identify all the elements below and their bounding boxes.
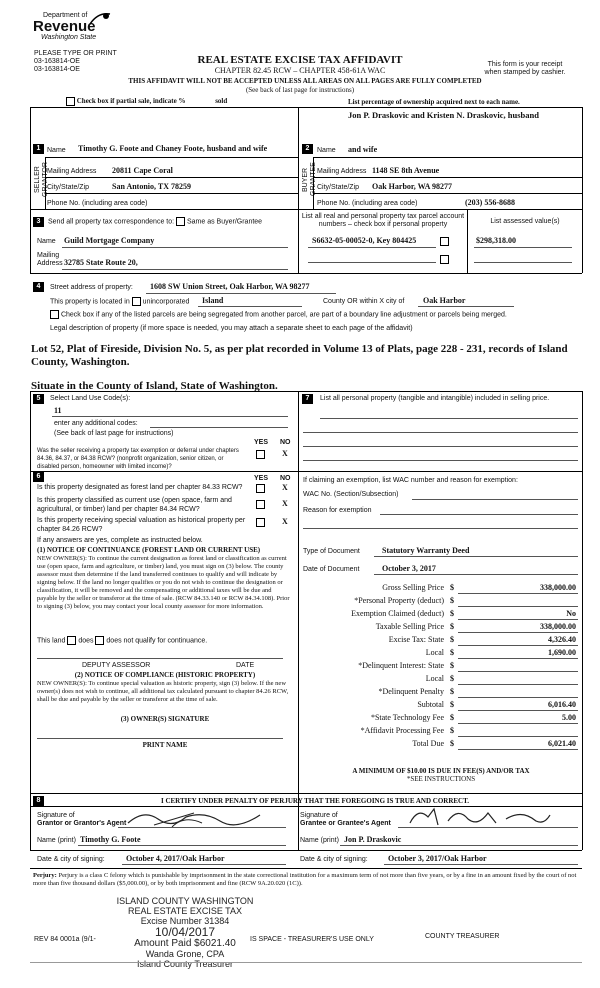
grantor-name-label: Name (print) — [37, 837, 76, 844]
seller-phone-label: Phone No. (including area code) — [47, 200, 148, 207]
does-not-label: does not qualify for continuance. — [106, 637, 208, 645]
buyer-mailing-label: Mailing Address — [317, 168, 367, 175]
unincorporated-label: unincorporated — [142, 298, 190, 306]
q-historic: Is this property receiving special valuation as historical property per chapter 84.26 RCW? — [37, 517, 246, 533]
seller-city-label: City/State/Zip — [47, 184, 90, 191]
tax-row-value: 338,000.00 — [540, 583, 576, 592]
tax-row-label: Subtotal — [417, 700, 444, 709]
notice-2-body: NEW OWNER(S): To continue special valuation as historic property, sign (3) below. If the new owner(s) does not wish to continue, all additional tax calculated pursuant to chapter 84.26 RCW, shall be due and payable by the seller or transferor at the time of sale. — [37, 680, 289, 703]
tax-row-dollar: $ — [450, 661, 454, 670]
tax-row-dollar: $ — [450, 726, 454, 735]
perjury-label: Perjury: — [33, 872, 57, 879]
partial-sale-row — [66, 97, 227, 106]
legal-description: Lot 52, Plat of Fireside, Division No. 5, as per plat recorded in Volume 13 of Plats, page 228 - 231, records of Island County, Washington. — [31, 343, 568, 368]
this-land-row — [37, 636, 207, 645]
stamp-line-5: Amount Paid $6021.40 — [134, 938, 236, 949]
doc-date: October 3, 2017 — [382, 564, 436, 573]
s5-yes: YES — [254, 439, 269, 446]
stamp-line-2: REAL ESTATE EXCISE TAX — [127, 906, 243, 916]
perjury-text: Perjury is a class C felony which is punishable by imprisonment in the state correctional institution for a maximum term of not more than five years, or by a fine in an amount fixed by the court of not more than five thousand dollars ($5,000.00), or by both imprisonment and fine (RCW 9A.20.020 (1C)). — [33, 872, 577, 887]
buyer-phone-label: Phone No. (including area code) — [317, 200, 418, 207]
segregated-row — [50, 310, 580, 319]
parcel-2-checkbox[interactable] — [440, 255, 449, 264]
section-5-badge: 5 — [33, 394, 44, 404]
form-code-1: 03-163814-OE — [34, 58, 80, 65]
agency-dept: Department of — [43, 12, 88, 19]
minimum-fee-note: A MINIMUM OF $10.00 IS DUE IN FEE(S) AND/OR TAX — [352, 767, 530, 775]
exemption-question: Was the seller receiving a property tax exemption or deferral under chapters 84.36, 84.37, or 84.38 RCW? (nonprofit organization, senior citizen, or disabled person, homeowner with limited income)? — [37, 448, 239, 470]
tax-row-dollar: $ — [450, 700, 454, 709]
grantor-sig-label-1: Signature of — [37, 812, 75, 819]
land-use-code: 11 — [54, 406, 62, 415]
stamp-line-7: Island County Treasurer — [136, 959, 234, 969]
correspondence-label: Send all property tax correspondence to: — [48, 218, 175, 226]
county-label: County OR within X city of — [323, 298, 405, 305]
receipt-note-2: when stamped by cashier. — [484, 69, 566, 76]
buyer-city-label: City/State/Zip — [317, 184, 360, 191]
deputy-date: DATE — [236, 662, 255, 669]
seller-name: Timothy G. Foote and Chaney Foote, husband and wife — [78, 144, 268, 153]
exemption-claim-label: If claiming an exemption, list WAC number and reason for exemption: — [303, 477, 518, 484]
doc-type: Statutory Warranty Deed — [382, 546, 470, 555]
see-back: (See back of last page for instructions) — [245, 86, 355, 94]
partial-sale-sold: sold — [215, 97, 228, 106]
current-use-answer: X — [282, 499, 288, 508]
legal-label: Legal description of property (if more space is needed, you may attach a separate sheet to each page of the affidavit) — [50, 325, 413, 332]
same-as-buyer-label: Same as Buyer/Grantee — [186, 218, 263, 226]
correspondence-row — [48, 217, 262, 226]
situate-line: Situate in the County of Island, State of Washington. — [31, 380, 278, 392]
section-1-badge: 1 — [33, 144, 44, 154]
agency-revenue: Revenue — [33, 18, 96, 35]
county-treasurer: COUNTY TREASURER — [425, 933, 500, 940]
section-2-badge: 2 — [302, 144, 313, 154]
located-row — [50, 297, 189, 306]
buyer-name-line2: and wife — [348, 145, 378, 154]
buyer-city: Oak Harbor, WA 98277 — [372, 182, 453, 191]
any-yes-note: If any answers are yes, complete as instructed below. — [37, 537, 203, 544]
receipt-note-1: This form is your receipt — [487, 61, 563, 68]
tax-row-label: *Delinquent Interest: State — [358, 661, 444, 670]
historic-yes-box[interactable] — [256, 518, 265, 527]
seller-mailing: 20811 Cape Coral — [112, 166, 173, 175]
assessed-header: List assessed value(s) — [490, 218, 560, 225]
buyer-name-line1: Jon P. Draskovic and Kristen N. Draskovic, husband — [348, 110, 539, 120]
land-use-see-back: (See back of last page for instructions) — [54, 430, 174, 437]
corr-name-label: Name — [37, 238, 56, 245]
parcel-1: S6632-05-00052-0, Key 804425 — [312, 236, 417, 245]
tax-row-label: Taxable Selling Price — [375, 622, 444, 631]
s6-yes: YES — [254, 475, 269, 482]
tax-row-value: 6,021.40 — [548, 739, 576, 748]
does-not-checkbox[interactable] — [95, 636, 104, 645]
forest-yes-box[interactable] — [256, 484, 265, 493]
tax-row-label: *Delinquent Penalty — [378, 687, 444, 696]
segregated-label: Check box if any of the listed parcels are being segregated from another parcel, are part of a boundary line adjustment or parcels being merged. — [60, 311, 507, 319]
unincorporated-checkbox[interactable] — [132, 297, 141, 306]
grantee-signature — [404, 803, 554, 829]
tax-row-dollar: $ — [450, 648, 454, 657]
buyer-phone: (203) 556-8688 — [465, 198, 515, 207]
assessed-value-1: $298,318.00 — [476, 236, 516, 245]
see-instructions: *SEE INSTRUCTIONS — [406, 775, 476, 783]
tax-row-value: 1,690.00 — [548, 648, 576, 657]
forest-answer: X — [282, 483, 288, 492]
seller-name-label: Name — [47, 147, 66, 154]
tax-row-dollar: $ — [450, 635, 454, 644]
city-value: Oak Harbor — [423, 296, 466, 305]
grantor-date-label: Date & city of signing: — [37, 856, 105, 863]
tax-row-label: Excise Tax: State — [388, 635, 444, 644]
grantee-sig-label-2: Grantee or Grantee's Agent — [300, 820, 391, 827]
deputy-assessor: DEPUTY ASSESSOR — [82, 662, 151, 669]
tax-row-label: *State Technology Fee — [370, 713, 444, 722]
segregated-checkbox[interactable] — [50, 310, 59, 319]
partial-sale-label: Check box if partial sale, indicate % — [76, 97, 186, 106]
notice-1-body: NEW OWNER(S): To continue the current designation as forest land or classification as current use (open space, farm and agriculture, or timber) land, you must sign on (3) below. The county assessor must then determine if the land transferred continues to qualify and will indicate by signing below. If the land no longer qualifies or you do not wish to continue the designation or classification, it will be removed and the compensating or additional taxes will be due and payable by the seller or transferor at the time of sale. (RCW 84.33.140 or RCW 84.34.108). Prior to signing (3) below, you may contact your local county assessor for more information. — [37, 555, 290, 610]
grantee-date: October 3, 2017/Oak Harbor — [388, 854, 487, 863]
tax-row-dollar: $ — [450, 674, 454, 683]
section-7-badge: 7 — [302, 394, 313, 404]
section-4-badge: 4 — [33, 282, 44, 292]
tax-row-value: 4,326.40 — [548, 635, 576, 644]
tax-row-label: *Affidavit Processing Fee — [360, 726, 444, 735]
buyer-side-label: BUYER GRANTEE — [302, 162, 317, 197]
parcel-1-checkbox[interactable] — [440, 237, 449, 246]
seller-side-label: SELLER GRANTOR — [34, 162, 49, 197]
please-type: PLEASE TYPE OR PRINT — [34, 50, 117, 57]
street-address: 1608 SW Union Street, Oak Harbor, WA 98277 — [150, 282, 310, 291]
form-code-2: 03-163814-OE — [34, 66, 80, 73]
perjury-statement — [33, 872, 581, 888]
wac-label: WAC No. (Section/Subsection) — [303, 491, 399, 498]
tax-row-label: Total Due — [412, 739, 444, 748]
section-8-badge: 8 — [33, 796, 44, 806]
tax-row-label: Gross Selling Price — [382, 583, 444, 592]
s5-no: NO — [280, 439, 291, 446]
stamp-line-4: 10/04/2017 — [154, 925, 216, 939]
grantee-date-label: Date & city of signing: — [300, 856, 368, 863]
s6-no: NO — [280, 475, 291, 482]
tax-row-dollar: $ — [450, 739, 454, 748]
partial-sale-checkbox[interactable] — [66, 97, 75, 106]
rev-code: REV 84 0001a (9/1- — [34, 936, 96, 943]
certify-statement: I CERTIFY UNDER PENALTY OF PERJURY THAT THE FOREGOING IS TRUE AND CORRECT. — [160, 797, 469, 805]
revenue-logo-mark — [88, 10, 112, 26]
corr-mailing-label-2: Address — [37, 260, 63, 267]
tax-row-label: Exemption Claimed (deduct) — [351, 609, 444, 618]
tax-row-dollar: $ — [450, 622, 454, 631]
county-value: Island — [202, 296, 224, 305]
this-land-label: This land — [37, 637, 66, 645]
treasurer-stamp — [100, 896, 270, 969]
section-6-badge: 6 — [33, 472, 44, 482]
tax-row-value: 338,000.00 — [540, 622, 576, 631]
exemption-yes-box[interactable] — [256, 450, 265, 459]
tax-row-dollar: $ — [450, 609, 454, 618]
grantor-name: Timothy G. Foote — [80, 835, 141, 844]
grantee-name-label: Name (print) — [300, 837, 339, 844]
tax-row-label: Local — [425, 674, 444, 683]
seller-mailing-label: Mailing Address — [47, 168, 97, 175]
tax-row-value: 5.00 — [562, 713, 576, 722]
stamp-line-6: Wanda Grone, CPA — [145, 949, 225, 959]
tax-row-dollar: $ — [450, 687, 454, 696]
grantee-name: Jon P. Draskovic — [344, 835, 402, 844]
historic-answer: X — [282, 517, 288, 526]
personal-property-label: List all personal property (tangible and intangible) included in selling price. — [320, 395, 550, 402]
form-subtitle: CHAPTER 82.45 RCW – CHAPTER 458-61A WAC — [214, 66, 386, 75]
buyer-name-label: Name — [317, 147, 336, 154]
q-forest: Is this property designated as forest land per chapter 84.33 RCW? — [37, 484, 243, 491]
street-label: Street address of property: — [50, 284, 133, 291]
current-use-yes-box[interactable] — [256, 500, 265, 509]
exemption-answer: X — [282, 449, 288, 458]
tax-row-dollar: $ — [450, 713, 454, 722]
reason-label: Reason for exemption — [303, 507, 372, 514]
section-3-badge: 3 — [33, 217, 44, 227]
treasurer-use: IS SPACE - TREASURER'S USE ONLY — [250, 936, 374, 943]
tax-row-value: 6,016.40 — [548, 700, 576, 709]
notice-1-title: (1) NOTICE OF CONTINUANCE (FOREST LAND OR CURRENT USE) — [37, 546, 261, 554]
owner-signature: (3) OWNER(S) SIGNATURE — [120, 715, 210, 723]
notice-2-title: (2) NOTICE OF COMPLIANCE (HISTORIC PROPERTY) — [74, 671, 256, 679]
tax-row-label: *Personal Property (deduct) — [354, 596, 444, 605]
parcel-header-1: List all real and personal property tax parcel account — [301, 213, 465, 220]
does-checkbox[interactable] — [67, 636, 76, 645]
q-current-use: Is this property classified as current use (open space, farm and agricultural, or timber) land per chapter 84.34 RCW? — [37, 497, 232, 513]
print-name: PRINT NAME — [142, 741, 188, 749]
grantor-sig-label-2: Grantor or Grantor's Agent — [37, 820, 127, 827]
grantee-sig-label-1: Signature of — [300, 812, 338, 819]
doc-date-label: Date of Document — [303, 566, 360, 573]
corr-name: Guild Mortgage Company — [64, 236, 155, 245]
agency-state: Washington State — [41, 34, 97, 41]
does-label: does — [78, 637, 94, 645]
tax-row-value: No — [566, 609, 576, 618]
tax-row-label: Local — [425, 648, 444, 657]
grantor-date: October 4, 2017/Oak Harbor — [126, 854, 225, 863]
located-label: This property is located in — [50, 298, 130, 306]
grantor-signature — [124, 805, 264, 829]
form-warning: THIS AFFIDAVIT WILL NOT BE ACCEPTED UNLESS ALL AREAS ON ALL PAGES ARE FULLY COMPLETED — [128, 77, 482, 85]
seller-city: San Antonio, TX 78259 — [112, 182, 191, 191]
parcel-header-2: numbers – check box if personal property — [318, 221, 448, 228]
tax-row-dollar: $ — [450, 596, 454, 605]
additional-codes: enter any additional codes: — [54, 420, 138, 427]
doc-type-label: Type of Document — [303, 548, 360, 555]
land-use-label: Select Land Use Code(s): — [50, 395, 131, 402]
corr-mailing-label-1: Mailing — [37, 252, 60, 259]
stamp-line-1: ISLAND COUNTY WASHINGTON — [116, 896, 254, 906]
tax-row-dollar: $ — [450, 583, 454, 592]
stamp-line-3: Excise Number 31384 — [140, 916, 230, 926]
same-as-buyer-checkbox[interactable] — [176, 217, 185, 226]
percentage-note: List percentage of ownership acquired next to each name. — [348, 98, 520, 106]
corr-mailing: 32785 State Route 20, — [64, 258, 138, 267]
form-title: REAL ESTATE EXCISE TAX AFFIDAVIT — [197, 54, 403, 66]
buyer-mailing: 1148 SE 8th Avenue — [372, 166, 440, 175]
